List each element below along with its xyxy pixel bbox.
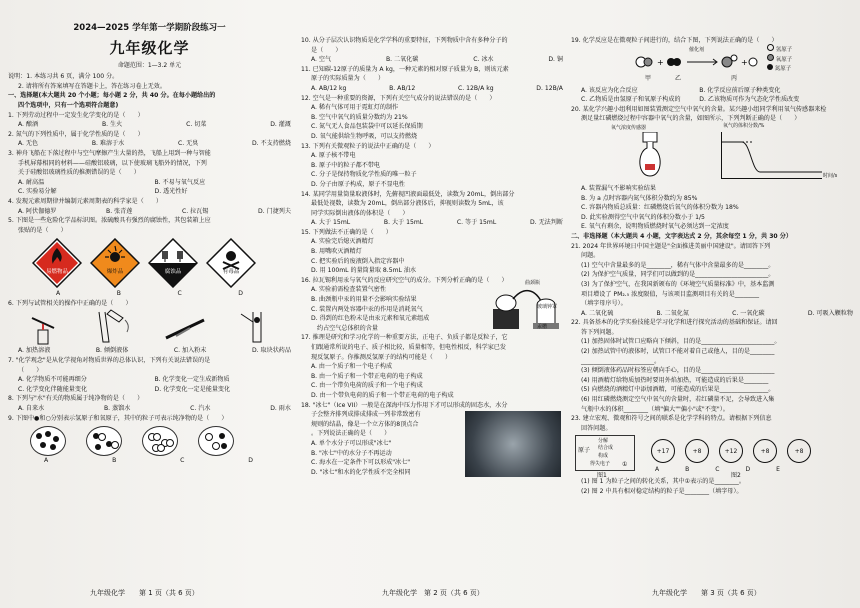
option: C. 分子是保持物质化学性质的唯一粒子	[311, 171, 417, 179]
particle-diagrams	[30, 426, 291, 456]
option: C. 由一个带负电荷的质子和一个电子构成	[311, 382, 423, 390]
oxygen-sensor-figure	[571, 124, 853, 184]
corrosive-sign	[148, 238, 198, 288]
adding-powder-figure	[160, 308, 210, 346]
page-footer-1: 九年级化学 第 1 页（共 6 页）	[90, 589, 199, 597]
reaction-figure	[571, 46, 853, 86]
atom-letters	[655, 465, 780, 475]
note-line: 2. 请将所有答案填写在答题卡上，答在练习卷上无效。	[18, 82, 166, 90]
option: D. "冰七"和水的化学性质不完全相同	[311, 468, 411, 476]
option: A. 化学物质不可能再细分	[18, 376, 87, 384]
option: B. 张青莲	[106, 207, 133, 215]
option: D. 氧气能供给生物呼吸，可以支持燃烧	[311, 132, 418, 140]
note-line: 说明：1. 本练习共 6 页，满分 100 分。	[8, 73, 119, 81]
option: A. 无色	[18, 140, 39, 148]
question-22: 答下列问题。	[581, 328, 618, 336]
option: B. 空气中氧气的质量分数约为 21%	[311, 113, 408, 121]
page-3-column	[571, 36, 853, 497]
option-letter: C	[180, 457, 185, 465]
option: D. 铜	[548, 56, 563, 64]
hazard-label: 腐蚀品	[164, 269, 182, 276]
option: A. 二氧化硫	[581, 309, 614, 317]
question-5: 5. 下图是一些危险化学品标识图。浓硫酸具有强烈的腐蚀性，其包装箱上应	[8, 217, 211, 225]
option: B. 生火	[101, 121, 123, 129]
option: C. 12B/A kg	[457, 84, 494, 92]
oxygen-curve	[722, 132, 822, 178]
question-4: 4. 发现元素周期律并编制元素周期表的科学家是（ ）	[8, 197, 163, 205]
species-label: 丙	[731, 74, 738, 82]
question-10-options	[301, 55, 563, 65]
transform-diagram	[575, 435, 635, 471]
option: C. 装置内两处容器中汞的作用是消耗氧气	[311, 305, 423, 313]
question-21: 21. 2024 年世界环境日中国主题是"全面推进美丽中国建设"。请回答下列	[571, 242, 771, 250]
legend-label: 氧原子	[775, 56, 793, 63]
question-8-options	[8, 404, 291, 414]
option: B. 为 a 点时容器内氮气体积分数约为 85%	[581, 194, 698, 202]
question-7: （ ）	[18, 366, 43, 374]
subject-title: 九年级化学	[109, 38, 190, 57]
question-11: 原子的实际质量为（ ）	[311, 75, 385, 83]
fig-label: 汞槽	[537, 324, 548, 331]
box-label: 构成	[598, 453, 609, 460]
option: A. 由一个质子和一个电子构成	[311, 363, 393, 371]
question-11: 11. 已知碳-12原子的质量为 A kg，一种元素的相对原子质量为 B，则该元素	[301, 65, 509, 73]
scope-line: 命题范围：1—3.2 单元	[117, 61, 182, 69]
option: A. 装置漏气不影响实验结果	[581, 184, 656, 192]
figure-caption: 图1	[597, 472, 607, 480]
option: A. 大于 15mL	[311, 219, 351, 227]
sensor-flask-figure	[631, 132, 671, 180]
particle-box-b	[86, 426, 122, 456]
sub-question: (5) 向燃烧的酒精灯中添加酒精，可能造成的后果是________________。	[581, 386, 775, 394]
atom-structure: +8	[685, 439, 709, 463]
toxic-sign	[206, 238, 256, 288]
box-label: 结合成	[598, 445, 614, 452]
sub-question: 气瓶中水的体积________（填"偏大""偏小"或"不变"）。	[581, 405, 729, 413]
option: D. 用 100mL 的量筒量取 8.5mL 油水	[311, 267, 417, 275]
question-5: 张贴的是（ ）	[18, 226, 67, 234]
sub-question: （填字母序号）。	[581, 300, 627, 308]
option: C. 一氧化碳	[732, 309, 765, 317]
option: A. 空气	[311, 56, 332, 64]
question-3: 手机屏幕相同的材料——硅酸铝玻璃，以下使玻璃飞船外的情况，下列	[18, 159, 207, 167]
question-18: 规则的结晶，像是一个立方体的8顶点合	[311, 420, 419, 428]
option-letter: B	[112, 457, 117, 465]
svg-text:+: +	[657, 57, 664, 67]
legend-label: 氢原子	[775, 46, 793, 53]
option: B. 二氧化氮	[656, 309, 689, 317]
atom-structure: +12	[719, 439, 743, 463]
question-13: 13. 下列有关微观粒子的说法中正确的是（ ）	[301, 142, 435, 150]
figure-caption: 图2	[731, 472, 741, 480]
atom-letter: A	[655, 466, 660, 474]
question-3: 3. 神舟飞船在下落过程中与空气摩擦产生大量的热，飞船上用到一种与智能	[8, 149, 211, 157]
atom-structure: +8	[753, 439, 777, 463]
option: C. 乙物质是由氢原子和氧原子构成的	[581, 96, 681, 104]
option: A. 酿酒	[18, 121, 39, 129]
page-footer-2: 九年级化学 第 2 页（共 6 页）	[382, 589, 484, 597]
question-2: 2. 氮气的下列性质中，属于化学性质的是（ ）	[8, 130, 144, 138]
option: C. 切菜	[186, 121, 207, 129]
sub-question: (4) 用酒精灯给物质加热时要用外焰加热，可能造成的后果是________	[581, 376, 769, 384]
option: B. 化学反应前后原子种类变化	[699, 86, 781, 94]
option: C. 等于 15mL	[456, 219, 497, 227]
option: D. 由一个带负电荷的质子和一个带正电荷的电子构成	[311, 391, 454, 399]
option: D. 雨水	[270, 405, 291, 413]
hazard-label: 有毒品	[222, 269, 240, 276]
hazard-option-letters	[8, 289, 291, 299]
sub-question: 项目增设了 PM₂.₅ 浓度限值，与该项目监测项目有关的是________	[581, 290, 760, 298]
sub-question: (2) 加热试管中的液体时，试管口不能对着自己或他人，目的是________	[581, 348, 775, 356]
option: A. 加热溶液	[18, 347, 51, 355]
question-17: 们跟通常所说的电子、质子相比较，质量相等，但电性相反，科学家已发	[311, 344, 506, 351]
question-18: 18. "冰七"（Ice VII）一般是在深海中压力作用下才可以形成的固态水，水分	[301, 401, 508, 409]
question-22: 22. 具备基本的化学实验技能是学习化学和进行探究活动的基础和保证。请回	[571, 319, 778, 327]
exam-year-title: 2024—2025 学年第一学期阶段练习一	[73, 23, 226, 33]
question-10: 10. 从分子层次认识物质是化学学科的重要特征，下列物质中含有多种分子的	[301, 37, 508, 44]
section-heading: 二、非选择题（本大题共 4 小题，文字表达式 2 分，其余每空 1 分，共 30 分）	[571, 232, 792, 240]
question-14: 14. 某同学用量筒量取液体时，先俯视凹液面最低处，读数为 20mL，倒出部分	[301, 190, 515, 198]
option: A. AB/12 kg	[311, 84, 347, 92]
option: D. 灌溉	[270, 121, 291, 129]
sub-question: (3) 倾倒液体药品时标签应朝向手心，目的是________________________	[581, 367, 775, 375]
question-14-options	[301, 218, 563, 228]
explosive-sign	[90, 238, 140, 288]
option: B. 曲颈瓶中汞的用量不会影响实验结果	[311, 296, 417, 304]
question-17: 17. 推理是研究和学习化学的一种重要方法，正电子、负质子都是反粒子，它	[301, 334, 508, 342]
question-23: 回答问题。	[581, 424, 612, 432]
sub-question: (2) 图 2 中具有相对稳定结构的粒子是________（填字母）。	[581, 488, 743, 495]
option: C. 汽水	[190, 405, 211, 413]
y-axis-label: 氧气的体积分数/%	[723, 122, 765, 129]
option: B. 原子中的粒子都不带电	[311, 161, 380, 169]
option: C. 氮气无人食品包装袋中可以延长保质期	[311, 123, 423, 131]
atom-letter: B	[685, 466, 690, 474]
option: A. 耐高温	[18, 178, 45, 186]
question-4-options	[8, 207, 291, 217]
option: C. 容器内物质总质量：红磷燃烧后氧气的体积分数为 18%	[581, 204, 739, 212]
option: B. 大于 15mL	[383, 219, 424, 227]
option: B. "冰七"中的水分子不再运动	[311, 449, 392, 457]
x-axis-label: 时间/s	[823, 172, 838, 179]
option-letter: B	[116, 290, 121, 298]
legend-label: 氮原子	[774, 65, 792, 72]
option: B. 化学变化一定生成新物质	[154, 376, 230, 384]
sub-question: (1) 空气中含量最多的是________，稀有气体中含量最多的是________。	[581, 261, 775, 269]
question-23-figures	[571, 433, 853, 480]
option: C. 把实验后的废液倒入指定容器中	[311, 257, 405, 265]
option: C. 海水在一定条件下可以形成"冰七"	[311, 459, 411, 467]
solid-reagent-figure	[231, 308, 281, 346]
sub-question: (1) 加热固体时试管口应略向下倾斜，目的是________________________。	[581, 338, 781, 346]
question-3-options	[8, 178, 291, 197]
atom-letter: C	[715, 466, 720, 474]
option: B. 由一个质子和一个带正电荷的电子构成	[311, 372, 423, 380]
question-12: 12. 空气是一种重要的资源，下列有关空气成分的说法错误的是（ ）	[301, 94, 496, 102]
option: D. 12B/A	[536, 84, 563, 92]
question-14: 最低处视数，读数为 20mL，倒出部分液体后，抑视则读数为 5mL，该	[311, 200, 504, 208]
page-2-column	[301, 36, 563, 477]
option: B. 蒸馏水	[104, 405, 131, 413]
hazard-signs	[32, 238, 291, 288]
question-11-options	[301, 84, 563, 94]
option: A. 原子核不带电	[311, 152, 356, 160]
sub-question: (2) 为保护空气质量，同学们可以做到的是________________________。	[581, 271, 775, 279]
atom-letter: E	[776, 466, 780, 474]
question-16: 16. 拉瓦锡利用汞与氧气的反应研究空气的成分。下列分析正确的是（ ）	[301, 276, 508, 284]
question-2-options	[8, 139, 291, 149]
option: D. 无法判断	[530, 219, 563, 227]
option: B. 难溶于水	[91, 140, 125, 148]
option: B. 倾倒液体	[95, 347, 129, 355]
question-8: 8. 下列与"水"有关的物质属于纯净物的是（ ）	[8, 395, 144, 403]
option: D. 可吸入颗粒物	[807, 309, 853, 317]
question-7: 7. "化学观念"是从化学视角对物质世界的总体认识，下列有关说法错误的是	[8, 357, 211, 365]
atom-structures	[651, 439, 811, 463]
atom-structure: +17	[651, 439, 675, 463]
option: C. 化学变化伴随能量变化	[18, 385, 88, 393]
option: B. 不易与氧气反应	[154, 178, 206, 186]
question-9: 9. 下图中●和○分别表示氢原子和氧原子，其中的粒子可表示纯净物的是（ ）	[8, 414, 228, 422]
option: A. 单个水分子可以形成"冰七"	[311, 439, 392, 447]
page-1-column	[8, 23, 291, 466]
option-letter: D	[248, 457, 253, 465]
question-19-options	[571, 86, 853, 105]
question-1-options	[8, 120, 291, 130]
species-label: 甲	[645, 74, 652, 82]
option: C. 冰水	[473, 56, 494, 64]
atom-structure: +8	[787, 439, 811, 463]
option-letter: A	[56, 290, 61, 298]
question-1: 1. 下列劳动过程中一定发生化学变化的是（ ）	[8, 111, 144, 119]
sub-question: (1) 图 1 为粒子之间的转化关系，其中①表示的是________。	[581, 478, 745, 486]
question-18: 子会整齐排列成排成排成一列非常致密有	[311, 411, 421, 419]
fig-label: 玻璃钟罩	[537, 304, 558, 311]
option: A. 阿伏伽德罗	[18, 207, 57, 215]
fig-label: 氧气浓度传感器	[611, 124, 647, 131]
sub-question: ________________________。	[581, 357, 661, 365]
flammable-sign	[32, 238, 82, 288]
option: C. 加入粉末	[173, 347, 207, 355]
option: C. 无臭	[177, 140, 199, 148]
option: C. 实验易分解	[18, 188, 57, 196]
option: D. 不支持燃烧	[251, 140, 291, 148]
option: D. 此实验测得空气中氧气的体积分数小于 1/5	[581, 213, 705, 221]
option: D. 乙该物质可作为气态化学性质改变	[699, 96, 800, 104]
question-21-options	[571, 309, 853, 319]
option: A. 自来水	[18, 405, 45, 413]
option: B. 二氧化碳	[385, 56, 419, 64]
option: D. 取块状药品	[251, 347, 291, 355]
option-continued: 约占空气总体积的含量	[317, 324, 378, 332]
hazard-label: 爆炸品	[106, 269, 124, 276]
ice-vii-photo	[465, 411, 561, 477]
question-15: 15. 下列做法不正确的是（ ）	[301, 228, 392, 236]
option: D. 分子由原子构成，原子不显电性	[311, 180, 405, 188]
question-20: 测足量红磷燃烧过程中容器中氧气的含量，如图所示，下列判断正确的是（ ）	[581, 115, 801, 123]
particle-box-a	[30, 426, 66, 456]
question-14: 同学实际倒出液体的体积是（ ）	[311, 209, 409, 217]
option-letter: D	[238, 290, 243, 298]
question-19: 19. 化学反应是在微观粒子间进行的，结合下图，下列说法正确的是（ ）	[571, 37, 778, 44]
option: A. 稀有气体可用于霓虹灯的制作	[311, 104, 399, 112]
question-10: 是（ ）	[311, 46, 342, 54]
catalyst-label: 催化剂	[689, 46, 705, 53]
species-label: 乙	[675, 74, 682, 82]
atom-letter: D	[745, 466, 751, 474]
option-letter: C	[177, 290, 182, 298]
option: D. 门捷列夫	[258, 207, 291, 215]
reaction-legend	[767, 44, 792, 73]
test-tube-operations	[8, 308, 291, 346]
question-6: 6. 下列与试管相关的操作中正确的是（ ）	[8, 299, 132, 307]
option: B. AB/12	[389, 84, 416, 92]
fig-label: 曲颈瓶	[525, 280, 541, 287]
question-6-options	[8, 346, 291, 356]
option: D. 化学变化一定是能量变化	[154, 385, 231, 393]
box-label: ①	[622, 461, 628, 469]
box-label: 分解	[598, 438, 609, 445]
pouring-liquid-figure	[89, 308, 139, 346]
question-18: 。下列说法正确的是（ ）	[311, 430, 391, 438]
svg-text:+: +	[741, 57, 748, 67]
hazard-label: 易燃物品	[45, 269, 68, 276]
option: A. 该反应为化合反应	[581, 86, 638, 94]
oxygen-curve-graph	[721, 132, 822, 179]
option: A. 实验完后熄灭酒精灯	[311, 238, 374, 246]
heating-tube-figure	[18, 308, 68, 346]
question-3: 关于硅酸铝玻璃性质的推测错误的是（ ）	[18, 169, 140, 177]
sub-question: (6) 用红磷燃烧测定空气中氧气的含量时，若红磷量不足，会导致进入集	[581, 396, 775, 404]
option: D. 透光性好	[154, 188, 188, 196]
question-18-block	[301, 401, 563, 478]
particle-box-c	[142, 426, 178, 456]
page-footer-3: 九年级化学 第 3 页（共 6 页）	[652, 589, 761, 597]
option: D. 得到的红色粉末是由汞元素和氧元素组成	[311, 315, 430, 323]
question-17: 现反氢原子。你推测反氢原子的结构可能是（ ）	[311, 353, 452, 361]
option: B. 用嘴吹灭酒精灯	[311, 248, 362, 256]
option-letter: A	[44, 457, 49, 465]
option: E. 氧气有剩余，说明物质燃烧时氧气必须达到一定浓度	[581, 223, 729, 231]
section-heading: 四个选项中，只有一个选项符合题意)	[18, 101, 119, 109]
sub-question: (3) 为了保护空气，在我国新颁布的《环境空气质量标准》中，基本监测	[581, 280, 775, 288]
option: A. 实验前需检查装置气密性	[311, 286, 386, 294]
question-7-options	[8, 375, 291, 394]
question-9-letters	[8, 456, 291, 466]
question-20: 20. 某化学兴趣小组利用如图装置测定空气中氧气的含量。某兴趣小组同学利用氧气传感器来检	[571, 105, 827, 113]
section-heading: 一、选择题(本大题共 20 个小题；每小题 2 分，共 40 分。在每小题给出的	[8, 92, 216, 100]
question-23: 23. 建立宏观、微观和符号之间的联系是化学学科的特点。请根据下列信息	[571, 415, 772, 423]
option: C. 拉瓦锡	[182, 207, 209, 215]
particle-box-d	[198, 426, 234, 456]
box-label: 原子	[578, 447, 591, 455]
question-21: 问题。	[581, 252, 600, 260]
box-label: 得失电子	[590, 461, 611, 468]
